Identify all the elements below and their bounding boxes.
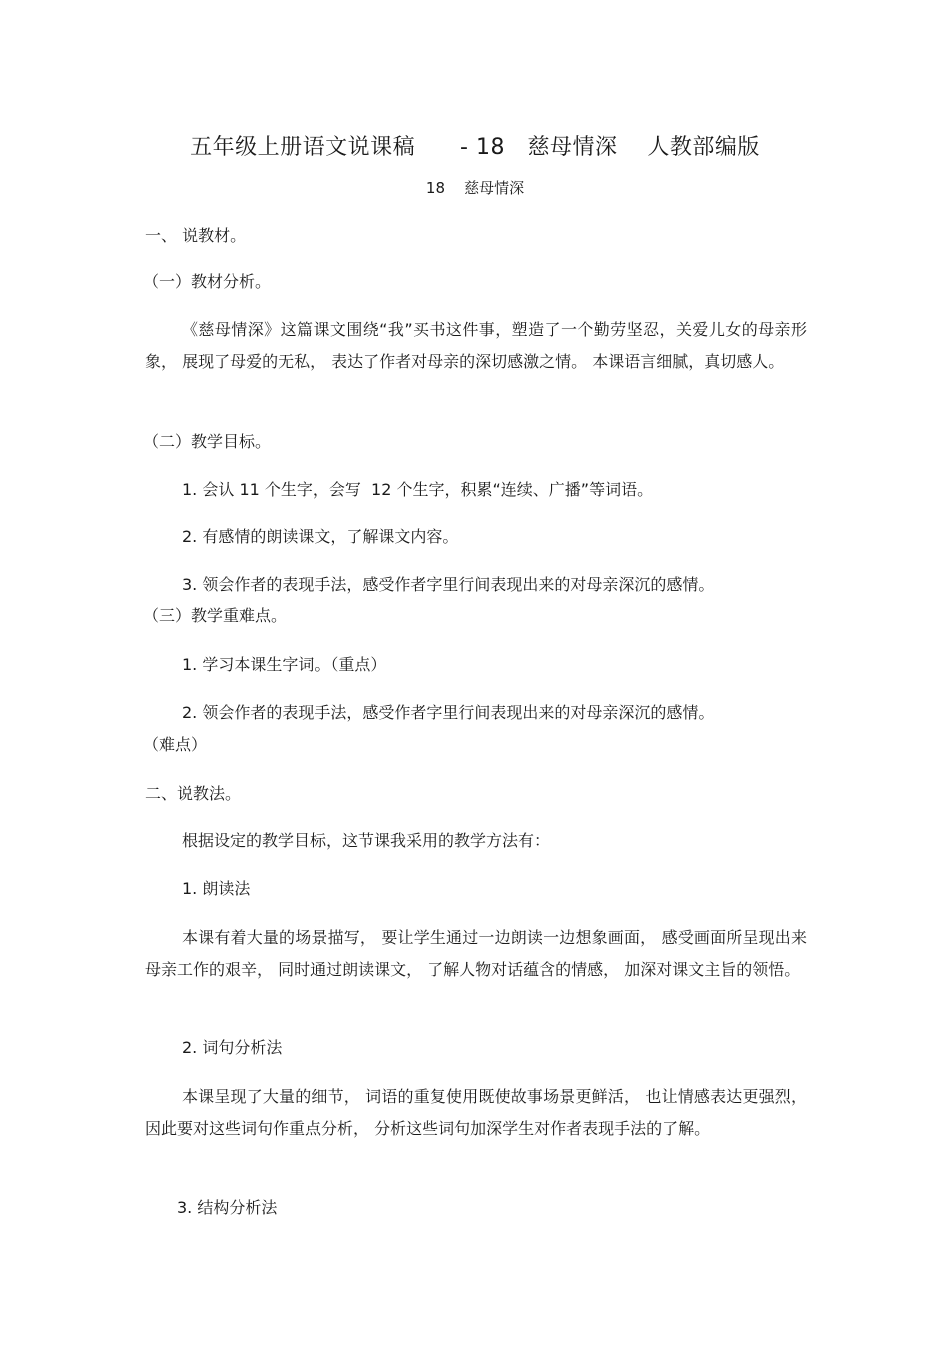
subheading-analysis: （一）教材分析。 (143, 272, 272, 291)
method-3-title: 3. 结构分析法 (177, 1198, 278, 1217)
key-point-2-tail: （难点） (143, 735, 208, 754)
subheading-key-points: （三）教学重难点。 (143, 606, 288, 625)
section-heading-textbook: 一、 说教材。 (145, 226, 247, 245)
method-1-title: 1. 朗读法 (182, 879, 251, 898)
subheading-goals: （二）教学目标。 (143, 432, 272, 451)
key-point-1: 1. 学习本课生字词。（重点） (182, 655, 387, 674)
method-2-paragraph: 本课呈现了大量的细节， 词语的重复使用既使故事场景更鲜活， 也让情感表达更强烈，因此要对这些词句作重点分析， 分析这些词句加深学生对作者表现手法的了解。 (145, 1087, 807, 1138)
goal-item-1: 1. 会认 11 个生字，会写 12 个生字，积累“连续、广播”等词语。 (182, 480, 654, 499)
method-2-title: 2. 词句分析法 (182, 1038, 283, 1057)
paragraph-analysis: 《慈母情深》这篇课文围绕“我”买书这件事，塑造了一个勤劳坚忍，关爱儿女的母亲形象， 展现了母爱的无私， 表达了作者对母亲的深切感激之情。 本课语言细腻，真切感人。 (145, 320, 807, 371)
key-point-2: 2. 领会作者的表现手法，感受作者字里行间表现出来的对母亲深沉的感情。 (182, 703, 715, 722)
lesson-title: 18 慈母情深 (425, 179, 525, 197)
section-heading-methods: 二、说教法。 (145, 784, 242, 803)
goal-item-2: 2. 有感情的朗读课文，了解课文内容。 (182, 527, 459, 546)
document-title: 五年级上册语文说课稿 - 18 慈母情深 人教部编版 (190, 135, 760, 160)
method-1-paragraph: 本课有着大量的场景描写， 要让学生通过一边朗读一边想象画面， 感受画面所呈现出来母亲工作的艰辛， 同时通过朗读课文， 了解人物对话蕴含的情感， 加深对课文主旨的领悟。 (145, 928, 807, 979)
goal-item-3: 3. 领会作者的表现手法，感受作者字里行间表现出来的对母亲深沉的感情。 (182, 575, 715, 594)
methods-intro: 根据设定的教学目标，这节课我采用的教学方法有： (182, 831, 551, 850)
